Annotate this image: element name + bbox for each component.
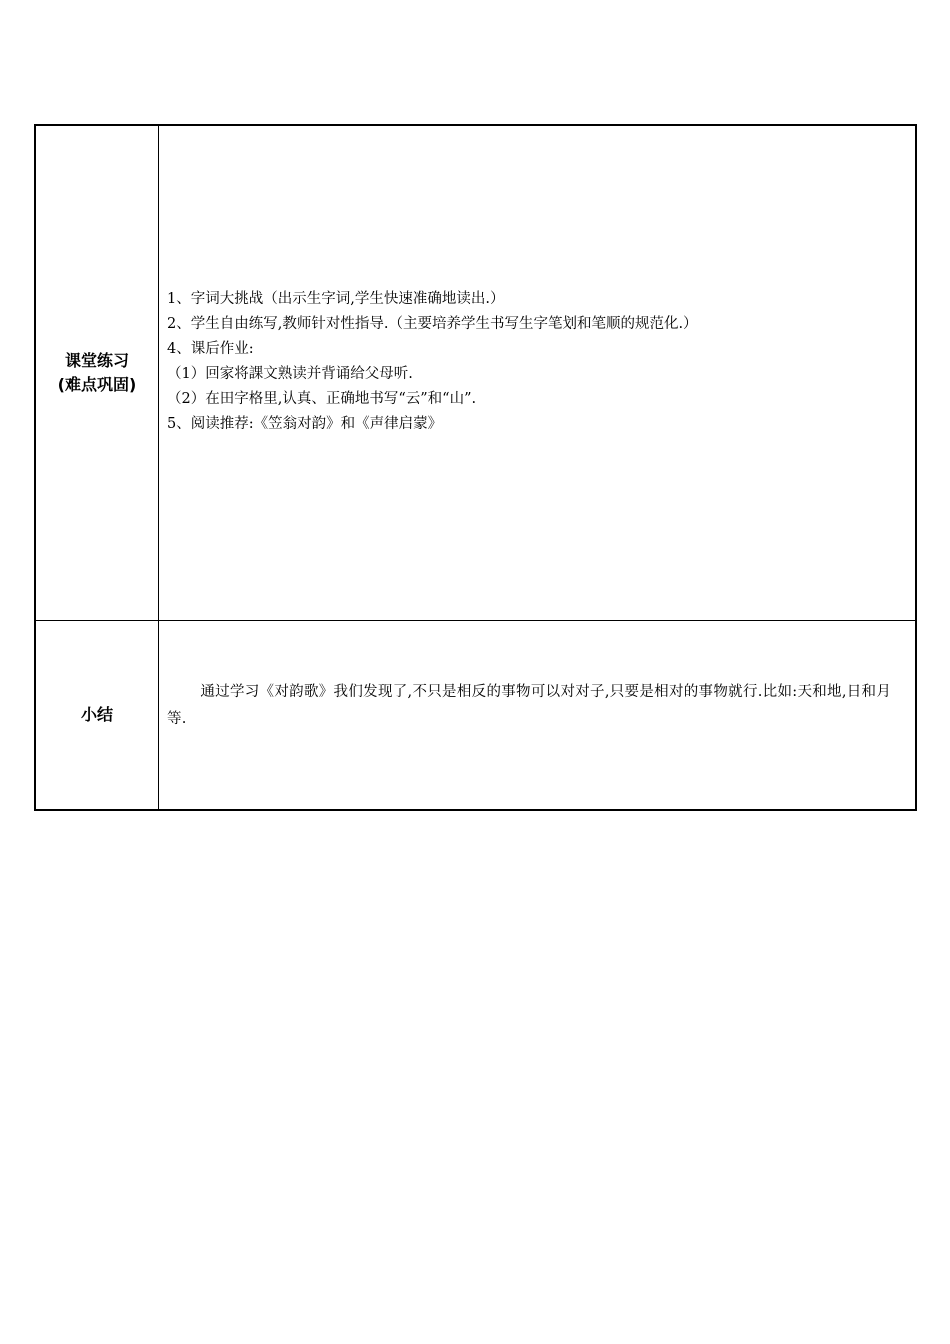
practice-row xyxy=(35,125,916,621)
summary-text: 通过学习《对韵歌》我们发现了,不只是相反的事物可以对对子,只要是相对的事物就行.比如:天和地,日和月等. xyxy=(167,684,892,727)
practice-sublabel: (难点巩固) xyxy=(57,375,137,394)
summary-content-cell xyxy=(159,621,917,811)
summary-label: 小结 xyxy=(80,705,113,724)
practice-item: 4、课后作业: xyxy=(167,341,254,357)
practice-item: 2、学生自由练写,教师针对性指导.（主要培养学生书写生字笔划和笔顺的规范化.） xyxy=(167,316,698,332)
practice-item: （1）回家将課文熟读并背诵给父母听. xyxy=(167,366,413,382)
practice-item: （2）在田字格里,认真、正确地书写“云”和“山”. xyxy=(167,391,477,407)
summary-label-cell xyxy=(35,621,159,811)
practice-label: 课堂练习 xyxy=(64,351,129,370)
practice-item: 5、阅读推荐:《笠翁对韵》和《声律启蒙》 xyxy=(167,416,443,432)
practice-item: 1、字词大挑战（出示生字词,学生快速准确地读出.） xyxy=(167,291,505,307)
practice-list xyxy=(167,287,909,437)
practice-content-cell xyxy=(159,125,917,621)
lesson-plan-table xyxy=(34,124,917,811)
summary-row xyxy=(35,621,916,811)
practice-label-cell xyxy=(35,125,159,621)
